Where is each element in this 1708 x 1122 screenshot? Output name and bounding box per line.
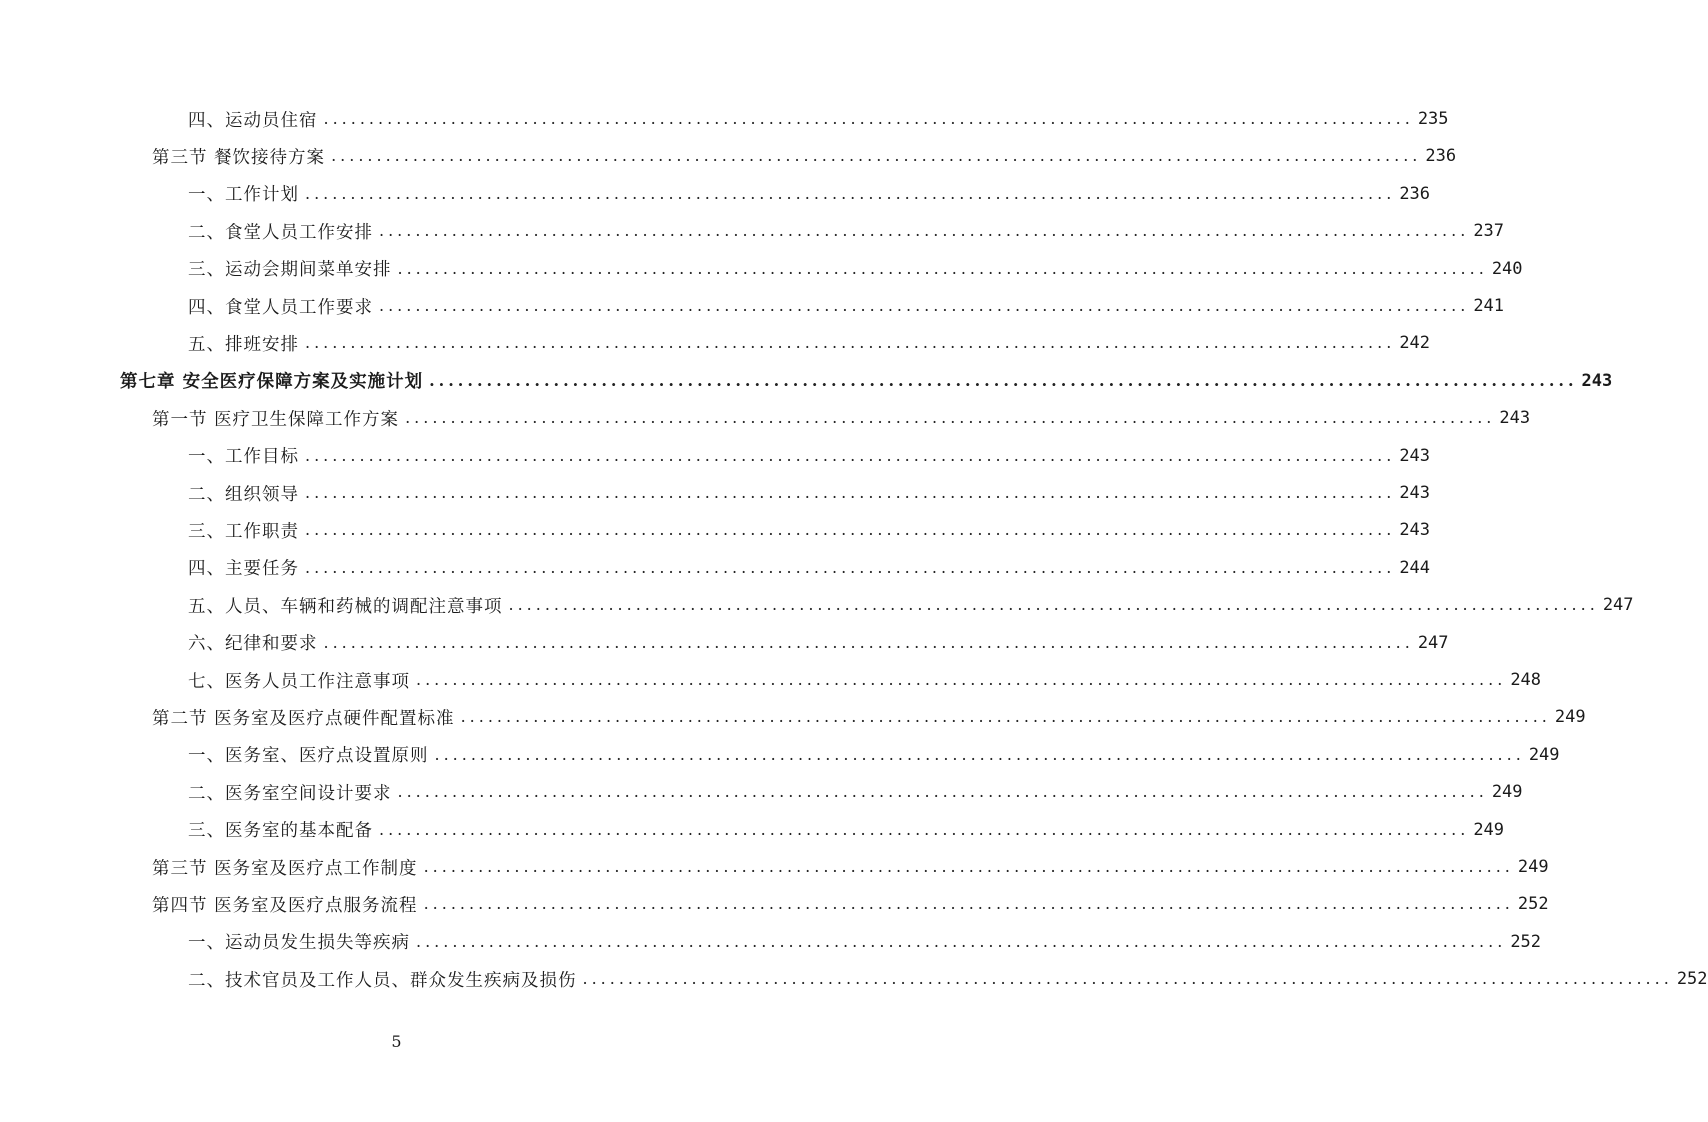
toc-entry-page: 249 (1528, 744, 1560, 765)
toc-dot-leader: ........................................................................................................................ (323, 632, 1414, 652)
toc-entry-section[interactable] (152, 403, 1531, 433)
toc-entry-title: 第一节 医疗卫生保障工作方案 (152, 409, 400, 430)
toc-entry-title: 一、工作计划 (188, 185, 299, 206)
toc-entry-item[interactable] (188, 628, 1449, 658)
toc-entry-page: 249 (1473, 819, 1505, 840)
page-number: 5 (391, 1032, 402, 1051)
toc-entry-chapter[interactable] (120, 366, 1613, 396)
toc-entry-page: 236 (1425, 146, 1457, 167)
toc-dot-leader: ........................................................................................................................ (305, 557, 1396, 577)
toc-dot-leader: ........................................................................................................................ (331, 146, 1422, 166)
toc-entry-page: 241 (1473, 296, 1505, 316)
toc-entry-title: 第四节 医务室及医疗点服务流程 (152, 895, 418, 916)
toc-entry-title: 第二节 医务室及医疗点硬件配置标准 (152, 708, 455, 729)
toc-entry-title: 六、纪律和要求 (188, 634, 318, 655)
toc-entry-title: 二、组织领导 (188, 484, 299, 505)
toc-dot-leader: ........................................................................................................................ (305, 183, 1396, 203)
toc-entry-page: 243 (1399, 483, 1431, 503)
toc-entry-item[interactable] (188, 254, 1523, 284)
toc-entry-title: 一、医务室、医疗点设置原则 (188, 746, 429, 767)
toc-entry-section[interactable] (152, 141, 1457, 171)
toc-entry-page: 248 (1510, 670, 1542, 690)
toc-dot-leader: ........................................................................................................................ (305, 483, 1396, 502)
toc-entry-section[interactable] (152, 852, 1549, 882)
toc-entry-page: 242 (1399, 333, 1431, 354)
toc-entry-item[interactable] (188, 777, 1523, 807)
toc-entry-page: 237 (1473, 221, 1505, 242)
toc-entry-page: 247 (1602, 595, 1634, 616)
toc-entry-title: 五、排班安排 (188, 334, 299, 355)
toc-dot-leader: ........................................................................................................................ (416, 931, 1507, 951)
toc-entry-item[interactable] (188, 665, 1542, 695)
toc-dot-leader: ........................................................................................................................ (379, 296, 1470, 315)
toc-entry-page: 249 (1554, 707, 1586, 728)
toc-entry-title: 第三节 餐饮接待方案 (152, 147, 326, 168)
toc-dot-leader: ........................................................................................................................ (582, 969, 1673, 989)
toc-entry-page: 243 (1399, 520, 1431, 541)
toc-dot-leader: ........................................................................................................................ (434, 744, 1525, 764)
toc-entry-item[interactable] (188, 179, 1431, 209)
toc-dot-leader: ........................................................................................................................ (397, 782, 1488, 802)
toc-dot-leader: ........................................................................................................................ (405, 408, 1496, 428)
toc-entry-title: 二、技术官员及工作人员、群众发生疾病及损伤 (188, 970, 577, 991)
toc-entry-page: 244 (1399, 557, 1431, 578)
toc-entry-title: 第七章 安全医疗保障方案及实施计划 (120, 372, 424, 393)
toc-entry-section[interactable] (152, 702, 1586, 732)
toc-entry-item[interactable] (188, 964, 1708, 994)
toc-entry-item[interactable] (188, 740, 1560, 770)
toc-dot-leader: ........................................................................................................................ (423, 857, 1514, 876)
toc-entry-title: 五、人员、车辆和药械的调配注意事项 (188, 596, 503, 617)
toc-entry-page: 243 (1499, 408, 1531, 429)
toc-dot-leader: ........................................................................................................................ (379, 221, 1470, 241)
toc-entry-page: 247 (1417, 632, 1449, 653)
toc-entry-title: 二、食堂人员工作安排 (188, 222, 373, 243)
toc-entry-item[interactable] (188, 590, 1634, 620)
toc-dot-leader: ........................................................................................................................ (429, 370, 1578, 390)
toc-entry-page: 249 (1517, 857, 1549, 877)
toc-entry-title: 三、工作职责 (188, 521, 299, 542)
toc-entry-item[interactable] (188, 291, 1505, 321)
toc-entry-title: 四、运动员住宿 (188, 110, 318, 131)
toc-entry-page: 252 (1517, 894, 1549, 915)
toc-entry-item[interactable] (188, 216, 1505, 246)
toc-dot-leader: ........................................................................................................................ (305, 333, 1396, 353)
toc-dot-leader: ........................................................................................................................ (508, 595, 1599, 615)
toc-entry-title: 四、食堂人员工作要求 (188, 297, 373, 318)
toc-entry-page: 236 (1399, 183, 1431, 204)
toc-entry-title: 一、工作目标 (188, 447, 299, 468)
toc-entry-title: 四、主要任务 (188, 559, 299, 580)
toc-entry-section[interactable] (152, 889, 1549, 919)
toc-entry-page: 249 (1491, 782, 1523, 803)
toc-entry-item[interactable] (188, 328, 1431, 358)
toc-entry-page: 243 (1581, 370, 1613, 391)
toc-dot-leader: ........................................................................................................................ (460, 707, 1551, 727)
toc-entry-item[interactable] (188, 815, 1505, 845)
toc-entry-page: 240 (1491, 258, 1523, 279)
toc-dot-leader: ........................................................................................................................ (323, 109, 1414, 128)
toc-entry-title: 七、医务人员工作注意事项 (188, 671, 410, 692)
toc-entry-page: 252 (1676, 969, 1708, 990)
toc-entry-page: 243 (1399, 445, 1431, 466)
toc-entry-item[interactable] (188, 927, 1542, 957)
toc-entry-title: 一、运动员发生损失等疾病 (188, 933, 410, 954)
toc-entry-item[interactable] (188, 478, 1431, 508)
toc-entry-title: 三、医务室的基本配备 (188, 821, 373, 842)
toc-dot-leader: ........................................................................................................................ (416, 670, 1507, 689)
toc-entry-page: 235 (1417, 109, 1449, 129)
toc-dot-leader: ........................................................................................................................ (305, 445, 1396, 465)
toc-entry-item[interactable] (188, 515, 1431, 545)
toc-dot-leader: ........................................................................................................................ (379, 819, 1470, 839)
toc-dot-leader: ........................................................................................................................ (423, 894, 1514, 914)
toc-entry-item[interactable] (188, 104, 1449, 134)
toc-entry-title: 三、运动会期间菜单安排 (188, 260, 392, 281)
toc-entry-title: 第三节 医务室及医疗点工作制度 (152, 858, 418, 879)
toc-entry-page: 252 (1510, 931, 1542, 952)
toc-dot-leader: ........................................................................................................................ (397, 258, 1488, 278)
toc-entry-item[interactable] (188, 441, 1431, 471)
toc-dot-leader: ........................................................................................................................ (305, 520, 1396, 540)
toc-entry-title: 二、医务室空间设计要求 (188, 783, 392, 804)
toc-entry-item[interactable] (188, 553, 1431, 583)
